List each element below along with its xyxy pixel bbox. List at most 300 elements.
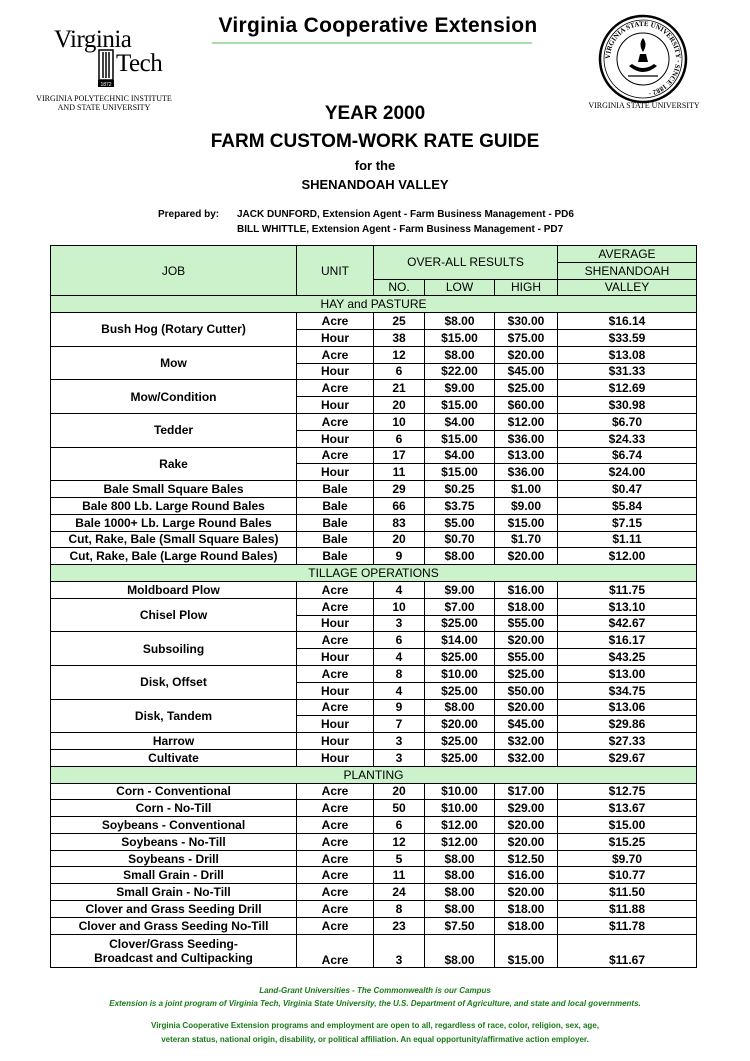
section-row <box>51 296 697 313</box>
cell-avg: $24.33 <box>558 430 697 447</box>
cell-no: 7 <box>374 716 425 733</box>
col-header-low: LOW <box>425 279 495 296</box>
cell-unit: Acre <box>297 581 374 598</box>
cell-no: 12 <box>374 833 425 850</box>
job-name-cell <box>51 850 297 867</box>
job-name-cell <box>51 783 297 800</box>
cell-low: $0.70 <box>425 531 495 548</box>
cell-avg: $15.00 <box>558 817 697 834</box>
col-header-unit: UNIT <box>297 246 374 296</box>
job-name-cell <box>51 749 297 766</box>
cell-unit: Hour <box>297 329 374 346</box>
job-name-cell <box>51 699 297 733</box>
cell-avg: $5.84 <box>558 497 697 514</box>
cell-unit: Hour <box>297 430 374 447</box>
cell-no: 29 <box>374 481 425 498</box>
cell-unit: Acre <box>297 917 374 934</box>
cell-high: $45.00 <box>495 363 558 380</box>
table-row <box>51 800 697 817</box>
cell-low: $3.75 <box>425 497 495 514</box>
table-row <box>51 581 697 598</box>
job-name: Corn - No-Till <box>135 801 212 816</box>
cell-low: $8.00 <box>425 934 495 968</box>
table-row <box>51 749 697 766</box>
table-row <box>51 850 697 867</box>
vt-logo-year: 1872 <box>100 82 112 88</box>
cell-unit: Acre <box>297 313 374 330</box>
rate-table <box>50 245 697 968</box>
cell-avg: $11.75 <box>558 581 697 598</box>
cell-avg: $13.10 <box>558 598 697 615</box>
cell-high: $36.00 <box>495 464 558 481</box>
cell-high: $29.00 <box>495 800 558 817</box>
cell-unit: Hour <box>297 733 374 750</box>
cell-high: $20.00 <box>495 817 558 834</box>
cell-unit: Bale <box>297 531 374 548</box>
job-name-cell <box>51 934 297 968</box>
vt-institution-name: VIRGINIA POLYTECHNIC INSTITUTE AND STATE UNIVERSITY <box>36 94 172 112</box>
table-row <box>51 514 697 531</box>
cell-no: 6 <box>374 430 425 447</box>
cell-high: $30.00 <box>495 313 558 330</box>
cell-low: $22.00 <box>425 363 495 380</box>
job-name-cell <box>51 884 297 901</box>
cell-high: $55.00 <box>495 615 558 632</box>
preparer-1: JACK DUNFORD, Extension Agent - Farm Business Management - PD6 <box>237 209 574 220</box>
cell-high: $20.00 <box>495 884 558 901</box>
cell-no: 50 <box>374 800 425 817</box>
cell-high: $20.00 <box>495 548 558 565</box>
col-header-no: NO. <box>374 279 425 296</box>
job-name: Cut, Rake, Bale (Small Square Bales) <box>68 532 279 547</box>
job-name: Disk, Offset <box>140 675 207 690</box>
cell-high: $36.00 <box>495 430 558 447</box>
cell-low: $15.00 <box>425 329 495 346</box>
cell-high: $13.00 <box>495 447 558 464</box>
cell-no: 66 <box>374 497 425 514</box>
title-underline <box>212 42 532 44</box>
table-row <box>51 934 697 968</box>
section-header: HAY and PASTURE <box>51 296 697 313</box>
cell-no: 20 <box>374 783 425 800</box>
prepared-by-label: Prepared by: <box>158 209 220 220</box>
cell-high: $18.00 <box>495 598 558 615</box>
cell-low: $25.00 <box>425 682 495 699</box>
job-name-cell <box>51 581 297 598</box>
cell-high: $16.00 <box>495 581 558 598</box>
cell-unit: Hour <box>297 615 374 632</box>
cell-low: $8.00 <box>425 699 495 716</box>
job-name: Clover and Grass Seeding Drill <box>85 901 262 916</box>
cell-avg: $29.86 <box>558 716 697 733</box>
guide-subtitle-for: for the <box>354 158 396 173</box>
cell-unit: Acre <box>297 447 374 464</box>
cell-avg: $34.75 <box>558 682 697 699</box>
job-name: Moldboard Plow <box>127 582 220 597</box>
section-row <box>51 766 697 783</box>
cell-unit: Bale <box>297 481 374 498</box>
cell-avg: $0.47 <box>558 481 697 498</box>
cell-high: $75.00 <box>495 329 558 346</box>
cell-avg: $12.00 <box>558 548 697 565</box>
job-name-cell <box>51 632 297 666</box>
cell-high: $32.00 <box>495 749 558 766</box>
cell-low: $12.00 <box>425 833 495 850</box>
job-name-cell <box>51 346 297 380</box>
vsu-seal-icon <box>598 14 688 104</box>
cell-high: $18.00 <box>495 917 558 934</box>
cell-avg: $13.67 <box>558 800 697 817</box>
cell-low: $7.50 <box>425 917 495 934</box>
cell-high: $25.00 <box>495 665 558 682</box>
table-row <box>51 817 697 834</box>
cell-unit: Acre <box>297 817 374 834</box>
cell-avg: $11.78 <box>558 917 697 934</box>
cell-unit: Hour <box>297 649 374 666</box>
cell-no: 6 <box>374 817 425 834</box>
cell-avg: $29.67 <box>558 749 697 766</box>
cell-avg: $10.77 <box>558 867 697 884</box>
section-row <box>51 565 697 582</box>
cell-no: 4 <box>374 682 425 699</box>
report-year: YEAR 2000 <box>324 103 426 124</box>
cell-low: $14.00 <box>425 632 495 649</box>
job-name-cell <box>51 665 297 699</box>
cell-unit: Acre <box>297 867 374 884</box>
job-name-cell <box>51 531 297 548</box>
cell-unit: Bale <box>297 497 374 514</box>
cell-low: $9.00 <box>425 581 495 598</box>
section-header: TILLAGE OPERATIONS <box>51 565 697 582</box>
cell-low: $0.25 <box>425 481 495 498</box>
footer-eeo-line1: Virginia Cooperative Extension programs and employment are open to all, regardless of race, color, religion, sex, age, <box>151 1021 599 1030</box>
cell-high: $55.00 <box>495 649 558 666</box>
cell-no: 25 <box>374 313 425 330</box>
rate-table-body <box>51 296 697 968</box>
cell-no: 9 <box>374 548 425 565</box>
cell-no: 9 <box>374 699 425 716</box>
job-name-cell <box>51 514 297 531</box>
cell-unit: Acre <box>297 934 374 968</box>
cell-unit: Acre <box>297 413 374 430</box>
job-name-cell <box>51 817 297 834</box>
cell-unit: Bale <box>297 548 374 565</box>
cell-no: 10 <box>374 598 425 615</box>
cell-high: $20.00 <box>495 699 558 716</box>
cell-high: $18.00 <box>495 901 558 918</box>
cell-low: $4.00 <box>425 447 495 464</box>
job-name-cell <box>51 497 297 514</box>
cell-unit: Acre <box>297 783 374 800</box>
cell-high: $25.00 <box>495 380 558 397</box>
job-name: Corn - Conventional <box>116 784 231 799</box>
footer-eeo-line2: veteran status, national origin, disability, or political affiliation. An equal opportunity/affirmative action employer. <box>161 1035 589 1044</box>
cell-unit: Hour <box>297 716 374 733</box>
cell-low: $9.00 <box>425 380 495 397</box>
cell-avg: $9.70 <box>558 850 697 867</box>
cell-unit: Acre <box>297 699 374 716</box>
table-row <box>51 733 697 750</box>
job-name: Rake <box>159 456 188 471</box>
table-row <box>51 548 697 565</box>
cell-low: $8.00 <box>425 346 495 363</box>
table-row <box>51 884 697 901</box>
cell-no: 3 <box>374 615 425 632</box>
job-name: Cultivate <box>148 750 199 765</box>
table-row <box>51 413 697 430</box>
vt-logo-word-tech: Tech <box>116 50 163 77</box>
cell-unit: Acre <box>297 850 374 867</box>
job-name-cell <box>51 598 297 632</box>
cell-avg: $33.59 <box>558 329 697 346</box>
job-name: Disk, Tandem <box>134 708 213 723</box>
table-row <box>51 833 697 850</box>
cell-low: $8.00 <box>425 850 495 867</box>
cell-avg: $15.25 <box>558 833 697 850</box>
cell-low: $10.00 <box>425 783 495 800</box>
cell-avg: $11.88 <box>558 901 697 918</box>
cell-no: 12 <box>374 346 425 363</box>
cell-unit: Acre <box>297 346 374 363</box>
cell-no: 3 <box>374 934 425 968</box>
job-name: Mow <box>160 356 187 371</box>
job-name-cell <box>51 917 297 934</box>
cell-high: $12.50 <box>495 850 558 867</box>
job-name-cell <box>51 380 297 414</box>
cell-low: $8.00 <box>425 867 495 884</box>
col-header-high: HIGH <box>495 279 558 296</box>
cell-low: $25.00 <box>425 649 495 666</box>
cell-low: $10.00 <box>425 665 495 682</box>
cell-high: $1.70 <box>495 531 558 548</box>
cell-avg: $27.33 <box>558 733 697 750</box>
job-name: Bale Small Square Bales <box>103 482 244 497</box>
job-name: Cut, Rake, Bale (Large Round Bales) <box>69 549 278 564</box>
job-name-cell <box>51 800 297 817</box>
cell-no: 6 <box>374 632 425 649</box>
cell-low: $4.00 <box>425 413 495 430</box>
job-name: Mow/Condition <box>130 389 217 404</box>
footer-campus-line: Land-Grant Universities - The Commonwealth is our Campus <box>259 986 491 995</box>
cell-high: $45.00 <box>495 716 558 733</box>
cell-unit: Acre <box>297 800 374 817</box>
table-row <box>51 497 697 514</box>
cell-low: $8.00 <box>425 548 495 565</box>
job-name-cell <box>51 548 297 565</box>
cell-avg: $12.75 <box>558 783 697 800</box>
cell-avg: $11.50 <box>558 884 697 901</box>
cell-low: $8.00 <box>425 901 495 918</box>
cell-no: 3 <box>374 733 425 750</box>
cell-high: $50.00 <box>495 682 558 699</box>
job-name-cell <box>51 833 297 850</box>
cell-high: $12.00 <box>495 413 558 430</box>
cell-low: $25.00 <box>425 733 495 750</box>
job-name-cell <box>51 413 297 447</box>
cell-high: $15.00 <box>495 514 558 531</box>
job-name: Soybeans - Drill <box>128 851 219 866</box>
cell-high: $1.00 <box>495 481 558 498</box>
cell-no: 5 <box>374 850 425 867</box>
vt-shield-icon <box>98 48 114 88</box>
cell-no: 83 <box>374 514 425 531</box>
cell-no: 8 <box>374 901 425 918</box>
job-name-cell <box>51 867 297 884</box>
cell-avg: $43.25 <box>558 649 697 666</box>
cell-unit: Hour <box>297 682 374 699</box>
table-row <box>51 531 697 548</box>
job-name: Small Grain - Drill <box>123 868 224 883</box>
cell-low: $5.00 <box>425 514 495 531</box>
table-row <box>51 632 697 649</box>
cell-avg: $6.74 <box>558 447 697 464</box>
job-name: Bale 800 Lb. Large Round Bales <box>82 498 265 513</box>
col-header-average-region: SHENANDOAH <box>558 262 697 279</box>
vsu-seal-text: VIRGINIA STATE UNIVERSITY · SINCE 1882 · <box>603 19 683 98</box>
footer-program-line: Extension is a joint program of Virginia Tech, Virginia State University, the U.S. Department of Agriculture, and state and local governments. <box>109 999 641 1008</box>
cell-high: $9.00 <box>495 497 558 514</box>
table-row <box>51 783 697 800</box>
cell-avg: $11.67 <box>558 934 697 968</box>
cell-low: $25.00 <box>425 615 495 632</box>
cell-low: $12.00 <box>425 817 495 834</box>
cell-low: $7.00 <box>425 598 495 615</box>
cell-low: $15.00 <box>425 430 495 447</box>
cell-high: $15.00 <box>495 934 558 968</box>
cell-unit: Hour <box>297 464 374 481</box>
col-header-overall: OVER-ALL RESULTS <box>374 246 558 280</box>
cell-low: $15.00 <box>425 464 495 481</box>
guide-region: SHENANDOAH VALLEY <box>301 177 449 192</box>
cell-avg: $6.70 <box>558 413 697 430</box>
cell-unit: Hour <box>297 363 374 380</box>
cell-avg: $13.06 <box>558 699 697 716</box>
cell-no: 21 <box>374 380 425 397</box>
cell-low: $8.00 <box>425 313 495 330</box>
job-name-line2: Broadcast and Cultipacking <box>94 950 253 965</box>
cell-avg: $13.08 <box>558 346 697 363</box>
job-name-cell <box>51 447 297 481</box>
table-row <box>51 598 697 615</box>
guide-title: FARM CUSTOM-WORK RATE GUIDE <box>210 131 540 152</box>
job-name: Bale 1000+ Lb. Large Round Bales <box>75 515 272 530</box>
job-name: Bush Hog (Rotary Cutter) <box>101 322 246 337</box>
cell-avg: $1.11 <box>558 531 697 548</box>
cell-unit: Acre <box>297 380 374 397</box>
cell-avg: $24.00 <box>558 464 697 481</box>
cell-no: 20 <box>374 397 425 414</box>
cell-low: $15.00 <box>425 397 495 414</box>
cell-high: $32.00 <box>495 733 558 750</box>
job-name: Clover and Grass Seeding No-Till <box>78 918 269 933</box>
vt-logo-word-virginia: Virginia <box>54 26 132 53</box>
cell-unit: Acre <box>297 665 374 682</box>
cell-no: 23 <box>374 917 425 934</box>
cell-high: $20.00 <box>495 632 558 649</box>
cell-no: 8 <box>374 665 425 682</box>
cell-unit: Acre <box>297 598 374 615</box>
cell-no: 6 <box>374 363 425 380</box>
col-header-job: JOB <box>51 246 297 296</box>
cell-no: 4 <box>374 581 425 598</box>
job-name: Soybeans - No-Till <box>121 834 226 849</box>
table-row <box>51 901 697 918</box>
cell-no: 24 <box>374 884 425 901</box>
cell-high: $20.00 <box>495 346 558 363</box>
cell-unit: Acre <box>297 901 374 918</box>
cell-no: 20 <box>374 531 425 548</box>
job-name: Chisel Plow <box>139 608 208 623</box>
job-name-cell <box>51 733 297 750</box>
cell-no: 17 <box>374 447 425 464</box>
job-name: Clover/Grass Seeding- <box>109 936 238 951</box>
job-name: Soybeans - Conventional <box>101 817 246 832</box>
job-name: Harrow <box>152 734 195 748</box>
cell-avg: $31.33 <box>558 363 697 380</box>
cell-low: $25.00 <box>425 749 495 766</box>
job-name-cell <box>51 313 297 347</box>
cell-unit: Acre <box>297 632 374 649</box>
cell-high: $16.00 <box>495 867 558 884</box>
job-name: Subsoiling <box>142 641 205 656</box>
table-row <box>51 917 697 934</box>
cell-high: $20.00 <box>495 833 558 850</box>
cell-unit: Acre <box>297 884 374 901</box>
col-header-average: AVERAGE <box>558 246 697 263</box>
cell-low: $8.00 <box>425 884 495 901</box>
table-row <box>51 346 697 363</box>
cell-low: $20.00 <box>425 716 495 733</box>
cell-avg: $7.15 <box>558 514 697 531</box>
cell-unit: Hour <box>297 749 374 766</box>
job-name: Small Grain - No-Till <box>116 885 231 900</box>
virginia-tech-logo <box>54 26 174 90</box>
cell-avg: $30.98 <box>558 397 697 414</box>
cell-avg: $42.67 <box>558 615 697 632</box>
table-row <box>51 665 697 682</box>
cell-unit: Acre <box>297 833 374 850</box>
cell-no: 11 <box>374 464 425 481</box>
table-row <box>51 447 697 464</box>
cell-no: 10 <box>374 413 425 430</box>
table-row <box>51 380 697 397</box>
cell-high: $17.00 <box>495 783 558 800</box>
cell-unit: Hour <box>297 397 374 414</box>
section-header: PLANTING <box>51 766 697 783</box>
cell-avg: $16.14 <box>558 313 697 330</box>
cell-avg: $12.69 <box>558 380 697 397</box>
table-row <box>51 699 697 716</box>
cell-unit: Bale <box>297 514 374 531</box>
cell-avg: $13.00 <box>558 665 697 682</box>
col-header-average-valley: VALLEY <box>558 279 697 296</box>
cell-low: $10.00 <box>425 800 495 817</box>
job-name: Tedder <box>153 423 194 438</box>
preparer-2: BILL WHITTLE, Extension Agent - Farm Business Management - PD7 <box>237 224 564 235</box>
vsu-institution-name: VIRGINIA STATE UNIVERSITY <box>588 101 700 110</box>
cell-high: $60.00 <box>495 397 558 414</box>
cell-no: 38 <box>374 329 425 346</box>
cell-no: 3 <box>374 749 425 766</box>
job-name-cell <box>51 901 297 918</box>
cell-avg: $16.17 <box>558 632 697 649</box>
job-name-cell <box>51 481 297 498</box>
table-row <box>51 481 697 498</box>
table-row <box>51 867 697 884</box>
table-row <box>51 313 697 330</box>
cell-no: 11 <box>374 867 425 884</box>
org-title: Virginia Cooperative Extension <box>218 14 538 37</box>
